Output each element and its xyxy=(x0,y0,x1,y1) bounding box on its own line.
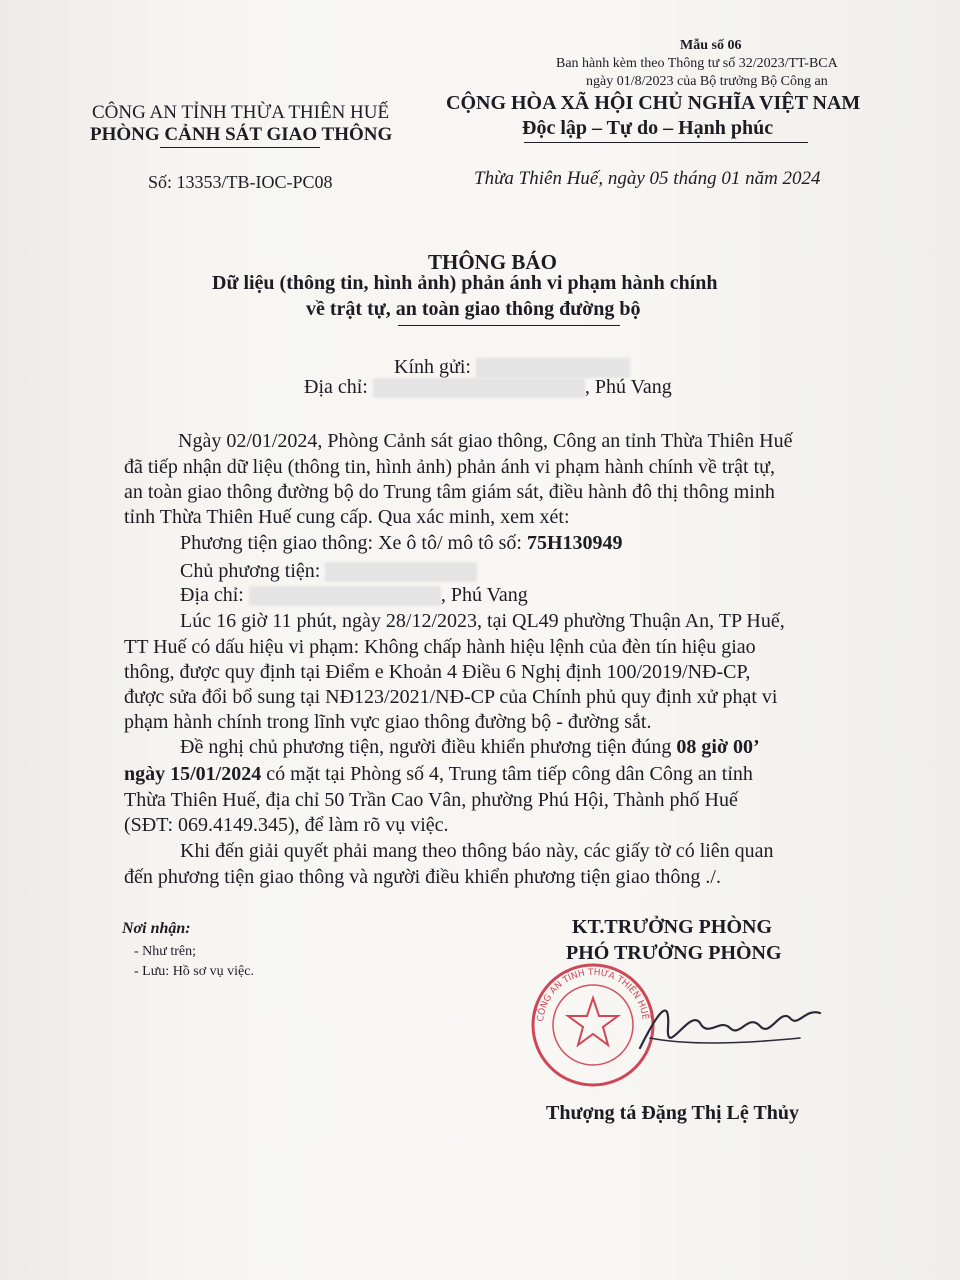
handwritten-signature xyxy=(630,988,830,1068)
form-issued-date: ngày 01/8/2023 của Bộ trưởng Bộ Công an xyxy=(586,74,828,89)
doc-subtitle-2: về trật tự, an toàn giao thông đường bộ xyxy=(306,298,641,320)
title-underline xyxy=(398,325,620,326)
agency-underline xyxy=(160,147,320,148)
signature-title-1: KT.TRƯỞNG PHÒNG xyxy=(572,916,772,938)
republic-name: CỘNG HÒA XÃ HỘI CHỦ NGHĨA VIỆT NAM xyxy=(446,92,861,114)
body-line: ngày 15/01/2024 có mặt tại Phòng số 4, Trung tâm tiếp công dân Công an tỉnh xyxy=(124,763,753,785)
signer-name: Thượng tá Đặng Thị Lệ Thủy xyxy=(546,1102,799,1124)
owner-address-label: Địa chỉ: xyxy=(180,584,244,606)
body-line: thông, được quy định tại Điểm e Khoản 4 Điều 6 Nghị định 100/2019/NĐ-CP, xyxy=(124,661,751,683)
body-line: đã tiếp nhận dữ liệu (thông tin, hình ảnh) phản ánh vi phạm hành chính về trật tự, xyxy=(124,456,775,478)
body-line: phạm hành chính trong lĩnh vực giao thông đường bộ - đường sắt. xyxy=(124,711,652,733)
body-line: Đề nghị chủ phương tiện, người điều khiển phương tiện đúng 08 giờ 00’ xyxy=(180,736,760,758)
vehicle-label: Phương tiện giao thông: Xe ô tô/ mô tô số: xyxy=(180,532,527,554)
owner-address-line xyxy=(180,584,528,607)
body-line: Lúc 16 giờ 11 phút, ngày 28/12/2023, tại QL49 phường Thuận An, TP Huế, xyxy=(180,610,785,632)
doc-title: THÔNG BÁO xyxy=(428,250,557,274)
body-line: Ngày 02/01/2024, Phòng Cảnh sát giao thông, Công an tỉnh Thừa Thiên Huế xyxy=(178,430,793,452)
agency-parent: CÔNG AN TỈNH THỪA THIÊN HUẾ xyxy=(92,102,390,123)
recipient-item: - Lưu: Hồ sơ vụ việc. xyxy=(134,964,254,979)
body-line: an toàn giao thông đường bộ do Trung tâm giám sát, điều hành đô thị thông minh xyxy=(124,481,775,503)
body-line: Khi đến giải quyết phải mang theo thông báo này, các giấy tờ có liên quan xyxy=(180,840,774,862)
body-line: được sửa đổi bổ sung tại NĐ123/2021/NĐ-CP của Chính phủ quy định xử phạt vi xyxy=(124,686,778,708)
recipient-address-tail: , Phú Vang xyxy=(584,376,672,398)
signature-title-2: PHÓ TRƯỞNG PHÒNG xyxy=(566,942,782,964)
body-line: tỉnh Thừa Thiên Huế cung cấp. Qua xác minh, xem xét: xyxy=(124,506,570,528)
place-date: Thừa Thiên Huế, ngày 05 tháng 01 năm 2024 xyxy=(474,168,821,189)
recipient-address-label: Địa chỉ: xyxy=(304,376,368,398)
vehicle-line xyxy=(180,532,623,555)
owner-label: Chủ phương tiện: xyxy=(180,560,321,582)
redacted-owner xyxy=(325,562,477,582)
doc-number: Số: 13353/TB-IOC-PC08 xyxy=(148,172,333,192)
motto: Độc lập – Tự do – Hạnh phúc xyxy=(522,117,774,139)
redacted-owner-address xyxy=(249,586,441,606)
owner-line xyxy=(180,560,477,583)
redacted-address xyxy=(373,378,585,398)
recipient-address-line xyxy=(304,376,672,399)
body-line: đến phương tiện giao thông và người điều khiển phương tiện giao thông ./. xyxy=(124,866,721,888)
recipients-label: Nơi nhận: xyxy=(122,920,191,937)
agency-name: PHÒNG CẢNH SÁT GIAO THÔNG xyxy=(90,124,393,145)
body-line: TT Huế có dấu hiệu vi phạm: Không chấp hành hiệu lệnh của đèn tín hiệu giao xyxy=(124,636,756,658)
doc-subtitle-1: Dữ liệu (thông tin, hình ảnh) phản ánh vi phạm hành chính xyxy=(212,272,718,294)
recipient-label: Kính gửi: xyxy=(394,356,471,378)
form-issued-with: Ban hành kèm theo Thông tư số 32/2023/TT-BCA xyxy=(556,56,838,71)
appointment-date: ngày 15/01/2024 xyxy=(124,763,262,785)
body-line: (SĐT: 069.4149.345), để làm rõ vụ việc. xyxy=(124,814,449,836)
body-line: Thừa Thiên Huế, địa chỉ 50 Trần Cao Vân, phường Phú Hội, Thành phố Huế xyxy=(124,789,738,811)
appointment-time: 08 giờ 00’ xyxy=(676,736,760,758)
form-number: Mẫu số 06 xyxy=(680,38,742,53)
recipient-item: - Như trên; xyxy=(134,944,197,959)
owner-address-tail: , Phú Vang xyxy=(440,584,528,606)
svg-text:CÔNG AN TỈNH THỪA THIÊN HUẾ: CÔNG AN TỈNH THỪA THIÊN HUẾ xyxy=(536,967,650,1023)
motto-underline xyxy=(524,142,808,143)
vehicle-plate: 75H130949 xyxy=(526,532,623,554)
